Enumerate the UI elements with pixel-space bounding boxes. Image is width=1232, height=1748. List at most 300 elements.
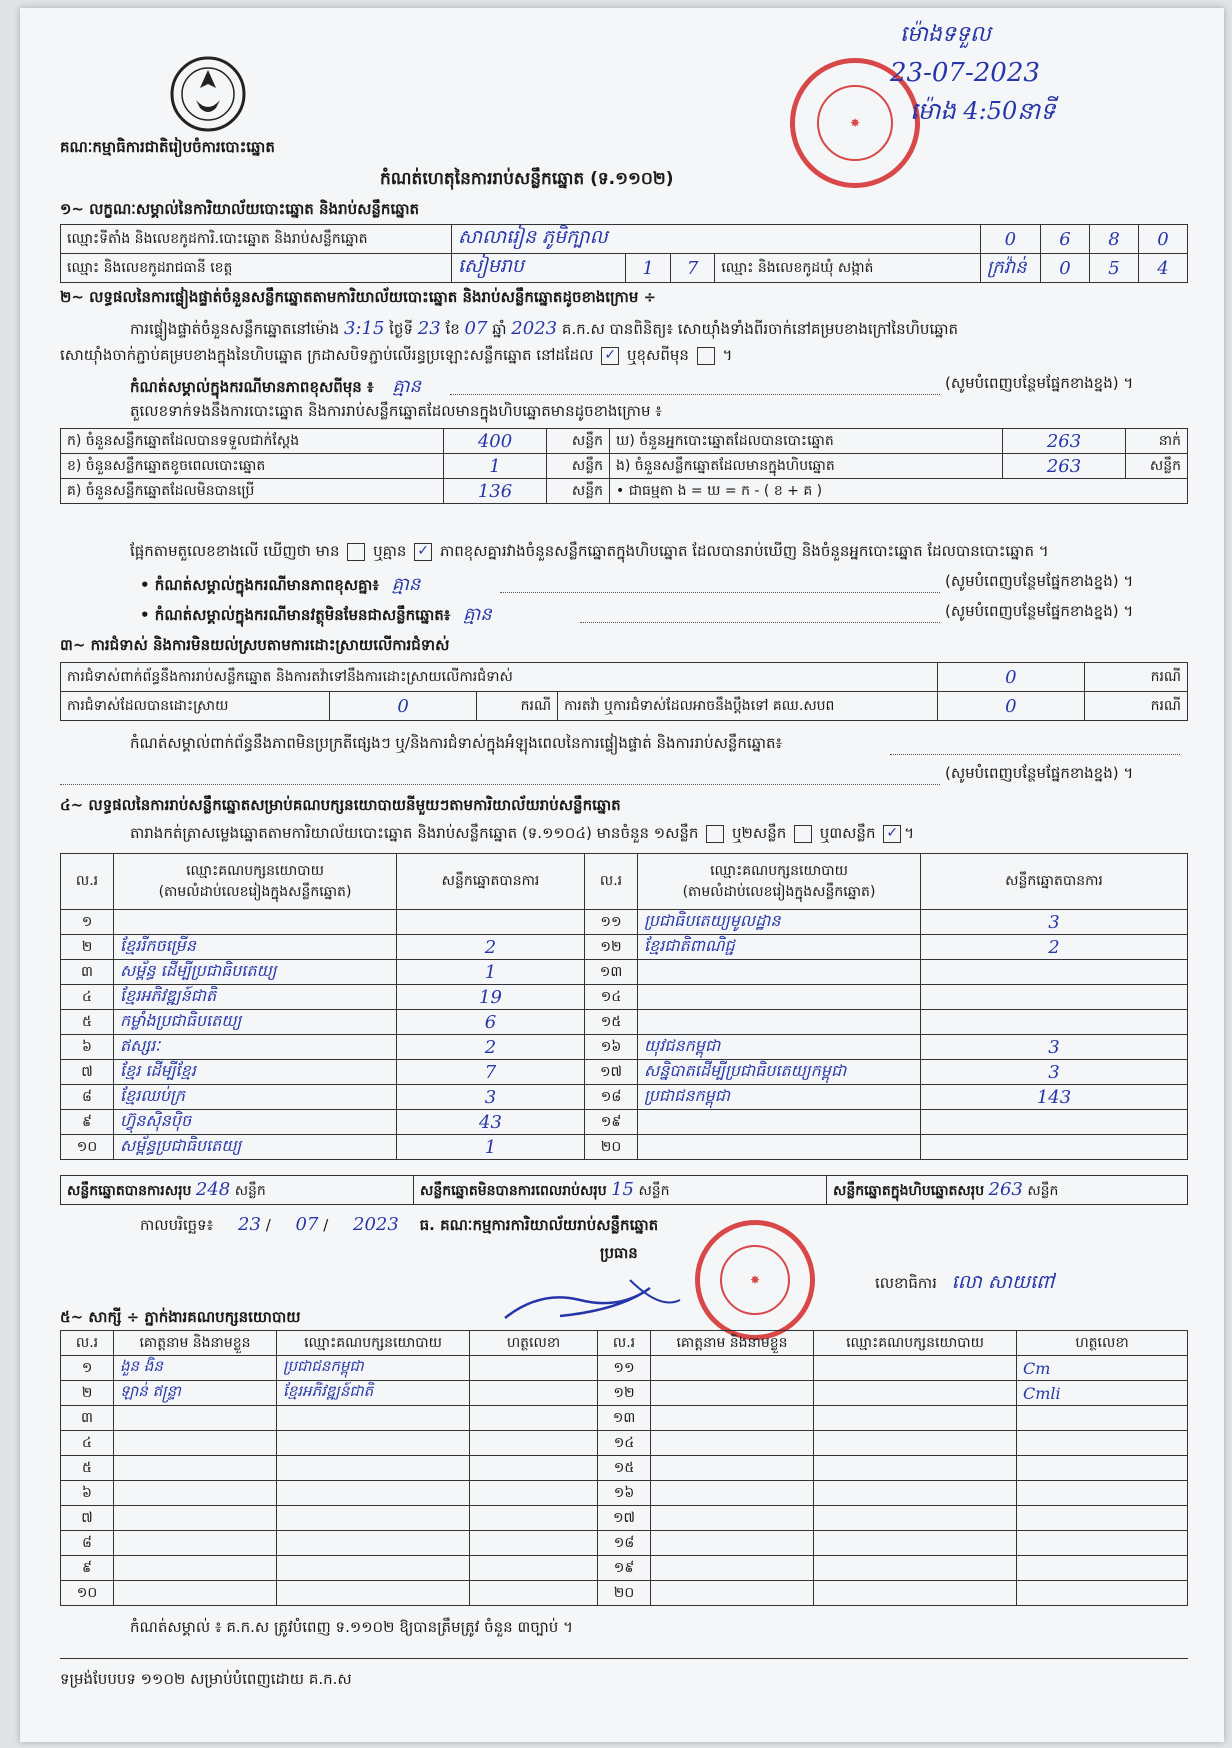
objections-table: [60, 662, 1188, 721]
witness-no: ២០: [598, 1581, 651, 1606]
witness-name: [114, 1581, 277, 1606]
results-col-no-left: ល.រ: [61, 854, 114, 910]
witness-name: [114, 1556, 277, 1581]
party-name: ខ្មែរ ដើម្បីខ្មែរ: [114, 1060, 397, 1085]
figure-d-label: ឃ) ចំនួនអ្នកបោះឆ្នោតដែលបានបោះឆ្នោត: [610, 429, 1003, 454]
witness-name: [114, 1481, 277, 1506]
party-name: កម្លាំងប្រជាធិបតេយ្យ: [114, 1010, 397, 1035]
party-name: ខ្មែរឈប់ក្រ: [114, 1085, 397, 1110]
witness-col-no-left: ល.រ: [61, 1331, 114, 1356]
witness-col-party-left: ឈ្មោះគណបក្សនយោបាយ: [277, 1331, 470, 1356]
party-no: ១៩: [585, 1110, 638, 1135]
total-box-label: សន្លឹកឆ្នោតក្នុងហិបឆ្នោតសរុប: [833, 1182, 985, 1199]
witness-party: ខ្មែរអភិវឌ្ឍន៍ជាតិ: [277, 1381, 470, 1406]
irregularity-suffix: (សូមបំពេញបន្ថែមផ្នែកខាងខ្នង) ។: [945, 764, 1134, 782]
section4-heading: ៤~ លទ្ធផលនៃការរាប់សន្លឹកឆ្នោតសម្រាប់គណបក្សនយោបាយនីមួយៗតាមការិយាល័យរាប់សន្លឹកឆ្នោត: [60, 796, 621, 814]
witness-sign: [1017, 1481, 1188, 1506]
witness-name: [114, 1506, 277, 1531]
table-row: [61, 1431, 1188, 1456]
commune-code-1: 0: [1040, 254, 1089, 283]
location-code-1: 0: [980, 225, 1040, 254]
witness-sign: [470, 1581, 598, 1606]
witness-no: ៨: [61, 1531, 114, 1556]
witness-no: ១១: [598, 1356, 651, 1381]
party-name: [638, 1110, 921, 1135]
figure-e-value: 263: [1003, 454, 1126, 479]
witness-name: [651, 1356, 814, 1381]
party-votes: [921, 960, 1188, 985]
total-valid-value: 248: [195, 1178, 231, 1200]
party-votes: 3: [921, 1035, 1188, 1060]
party-name: ឥស្សរៈ: [114, 1035, 397, 1060]
signing-date-line: កាលបរិច្ឆេទ៖ 23 / 07 / 2023 ធ. គណៈកម្មការការិយាល័យរាប់សន្លឹកឆ្នោត: [140, 1214, 659, 1235]
note2-dotline: [500, 592, 940, 593]
no-difference-checkbox[interactable]: ✓: [414, 543, 432, 561]
party-no: ៦: [61, 1035, 114, 1060]
table-row: [61, 1581, 1188, 1606]
witness-party: [277, 1456, 470, 1481]
party-results-table: [60, 853, 1188, 1160]
table-row: [61, 1035, 1188, 1060]
three-sheets-checkbox[interactable]: ✓: [883, 825, 901, 843]
party-no: ៤: [61, 985, 114, 1010]
party-votes: 1: [397, 960, 585, 985]
witness-party: [814, 1456, 1017, 1481]
figures-intro: តួលេខទាក់ទងនឹងការបោះឆ្នោត និងការរាប់សន្លឹកឆ្នោតដែលមានក្នុងហិបឆ្នោតមានដូចខាងក្រោម ៖: [130, 402, 662, 420]
results-col-party-left: [114, 854, 397, 910]
note3-label: • កំណត់សម្គាល់ក្នុងករណីមានវត្ថុមិនមែនជាសន្លឹកឆ្នោត៖: [140, 606, 451, 624]
note1-value: គ្មាន: [392, 376, 421, 397]
appeal-value: 0: [937, 692, 1084, 721]
appeal-unit: ករណី: [1085, 692, 1188, 721]
witness-party: ប្រជាជនកម្ពុជា: [277, 1356, 470, 1381]
witness-sign: [470, 1381, 598, 1406]
verification-month: 07: [464, 318, 488, 339]
party-no: ១៤: [585, 985, 638, 1010]
witness-party: [814, 1481, 1017, 1506]
witness-no: ៤: [61, 1431, 114, 1456]
section1-heading: ១~ លក្ខណៈសម្គាល់នៃការិយាល័យបោះឆ្នោត និងរាប់សន្លឹកឆ្នោត: [60, 200, 420, 218]
witness-name: [651, 1431, 814, 1456]
total-invalid-unit: សន្លឹក: [638, 1182, 670, 1199]
witness-sign: [1017, 1431, 1188, 1456]
province-value: សៀមរាប: [452, 254, 626, 283]
tally-sheet-line: តារាងកត់ត្រាសម្លេងឆ្នោតតាមការិយាល័យបោះឆ្នោត និងរាប់សន្លឹកឆ្នោត (ទ.១១០៤) មានចំនួន ១សន្លឹក ឬ២សន្លឹក ឬ៣សន្លឹក ✓ ។: [130, 824, 915, 842]
party-no: ២០: [585, 1135, 638, 1160]
party-no: ១០: [61, 1135, 114, 1160]
party-votes: 3: [921, 1060, 1188, 1085]
witness-no: ៧: [61, 1506, 114, 1531]
note3-line: [140, 602, 492, 629]
table-row: [61, 985, 1188, 1010]
nec-emblem-icon: [168, 54, 248, 134]
party-votes: 1: [397, 1135, 585, 1160]
signing-date-year: 2023: [353, 1214, 399, 1235]
one-sheet-checkbox[interactable]: [706, 825, 724, 843]
verification-text-b: ថ្ងៃទី: [389, 320, 413, 338]
witness-name: [651, 1381, 814, 1406]
witness-col-party-right: ឈ្មោះគណបក្សនយោបាយ: [814, 1331, 1017, 1356]
figure-a-unit: សន្លឹក: [547, 429, 610, 454]
footnote: កំណត់សម្គាល់ ៖ គ.ក.ស ត្រូវបំពេញ ទ.១១០២ ឱ្យបានត្រឹមត្រូវ ចំនួន ៣ច្បាប់ ។: [130, 1618, 573, 1636]
location-code-4: 0: [1138, 225, 1187, 254]
province-label: ឈ្មោះ និងលេខកូដរាជធានី ខេត្ត: [61, 254, 452, 283]
party-name: ខ្មែរជាតិពាណិជ្ជ: [638, 935, 921, 960]
two-sheets-label: ឬ២សន្លឹក: [732, 824, 787, 842]
note3-value: គ្មាន: [463, 604, 492, 625]
party-no: ១: [61, 910, 114, 935]
party-votes: 2: [921, 935, 1188, 960]
witness-name: [114, 1406, 277, 1431]
table-row: [61, 960, 1188, 985]
witness-party: [814, 1556, 1017, 1581]
total-box-cell: [827, 1176, 1188, 1205]
party-name: [638, 1135, 921, 1160]
location-table: [60, 224, 1188, 283]
province-code-2: 7: [670, 254, 714, 283]
party-name: សន្និបាតដើម្បីប្រជាធិបតេយ្យកម្ពុជា: [638, 1060, 921, 1085]
total-valid-unit: សន្លឹក: [234, 1182, 266, 1199]
witness-no: ១: [61, 1356, 114, 1381]
verification-text-d: ឆ្នាំ: [492, 320, 507, 338]
changed-checkbox[interactable]: [697, 347, 715, 365]
witness-no: ១៣: [598, 1406, 651, 1431]
received-time: ម៉ោង 4:50នាទី: [910, 97, 1056, 125]
location-value: សាលារៀន ភូមិក្បាល: [452, 225, 981, 254]
table-row: [61, 910, 1188, 935]
witness-col-name-right: គោត្តនាម និងនាមខ្លួន: [651, 1331, 814, 1356]
party-votes: [921, 1010, 1188, 1035]
table-row: [61, 935, 1188, 960]
party-name: [114, 910, 397, 935]
party-votes: 6: [397, 1010, 585, 1035]
table-row: [61, 1381, 1188, 1406]
total-box-unit: សន្លឹក: [1027, 1182, 1059, 1199]
party-votes: 7: [397, 1060, 585, 1085]
commune-value: ក្រវ៉ាន់: [980, 254, 1040, 283]
secretary-signature: លោ សាយពៅ: [951, 1271, 1055, 1293]
witness-no: ១០: [61, 1581, 114, 1606]
three-sheets-label: ឬ៣សន្លឹក: [819, 824, 876, 842]
signing-date-month: 07: [295, 1214, 319, 1235]
figure-c-unit: សន្លឹក: [547, 479, 610, 504]
figure-d-unit: នាក់: [1126, 429, 1188, 454]
witness-body: [61, 1356, 1188, 1606]
results-col-party-title-right: ឈ្មោះគណបក្សនយោបាយ: [710, 862, 848, 879]
objection-total-label: ការជំទាស់ពាក់ព័ន្ធនឹងការរាប់សន្លឹកឆ្នោត និងការតវ៉ាទៅនឹងការដោះស្រាយលើការជំទាស់: [61, 663, 938, 692]
party-no: ៣: [61, 960, 114, 985]
party-name: យុវជនកម្ពុជា: [638, 1035, 921, 1060]
seal-check-text: សោយ៉ាំងចាក់ភ្ជាប់គម្របខាងក្នុងនៃហិបឆ្នោត ក្រដាសបិទភ្ជាប់លើរន្ធប្រឡោះសន្លឹកឆ្នោត នៅដដែល: [60, 346, 594, 364]
table-row: [61, 1556, 1188, 1581]
party-votes: 2: [397, 1035, 585, 1060]
changed-option-label: ឬខុសពីមុន: [627, 346, 689, 364]
figure-c-value: 136: [444, 479, 547, 504]
witness-party: [814, 1356, 1017, 1381]
party-votes: 2: [397, 935, 585, 960]
resolved-value: 0: [330, 692, 477, 721]
witness-sign: [470, 1481, 598, 1506]
table-row: [61, 1085, 1188, 1110]
witness-party: [814, 1381, 1017, 1406]
witness-col-name-left: គោត្តនាម និងនាមខ្លួន: [114, 1331, 277, 1356]
witness-name: [651, 1481, 814, 1506]
party-name: ខ្មែររីកចម្រើន: [114, 935, 397, 960]
total-invalid-value: 15: [611, 1178, 634, 1200]
witness-party: [277, 1556, 470, 1581]
party-no: ២: [61, 935, 114, 960]
party-no: ៥: [61, 1010, 114, 1035]
table-row: [61, 1356, 1188, 1381]
seal-check-line: សោយ៉ាំងចាក់ភ្ជាប់គម្របខាងក្នុងនៃហិបឆ្នោត ក្រដាសបិទភ្ជាប់លើរន្ធប្រឡោះសន្លឹកឆ្នោត នៅដដែល ✓ ឬខុសពីមុន ។: [60, 346, 733, 364]
witness-party: [277, 1581, 470, 1606]
results-col-party-right: [638, 854, 921, 910]
figure-a-label: ក) ចំនួនសន្លឹកឆ្នោតដែលបានទទួលជាក់ស្តែង: [61, 429, 444, 454]
difference-text-b: ឬគ្មាន: [373, 542, 407, 560]
form-sheet: [20, 8, 1224, 1742]
witness-no: ១៤: [598, 1431, 651, 1456]
results-col-party-sub-left: (តាមលំដាប់លេខរៀងក្នុងសន្លឹកឆ្នោត): [158, 883, 352, 900]
party-no: ១៨: [585, 1085, 638, 1110]
witness-sign: [470, 1356, 598, 1381]
verification-day: 23: [417, 318, 441, 339]
witness-col-sign-right: ហត្ថលេខា: [1017, 1331, 1188, 1356]
figure-b-value: 1: [444, 454, 547, 479]
witness-name: [651, 1456, 814, 1481]
table-row: [61, 1481, 1188, 1506]
table-row: [61, 1406, 1188, 1431]
party-votes: [921, 985, 1188, 1010]
witness-party: [814, 1431, 1017, 1456]
irregularity-dotline-1: [890, 754, 1180, 755]
witness-party: [814, 1406, 1017, 1431]
received-date: 23-07-2023: [890, 58, 1040, 88]
note2-label: • កំណត់សម្គាល់ក្នុងករណីមានភាពខុសគ្នា៖: [140, 576, 379, 594]
objection-total-value: 0: [937, 663, 1084, 692]
resolved-label: ការជំទាស់ដែលបានដោះស្រាយ: [61, 692, 330, 721]
two-sheets-checkbox[interactable]: [794, 825, 812, 843]
official-stamp-top: ✸: [790, 58, 920, 188]
verification-text-a: ការផ្ទៀងផ្ទាត់ចំនួនសន្លឹកឆ្នោតនៅម៉ោង: [130, 320, 340, 338]
party-name: ហ៊្វុនស៊ិនប៉ិច: [114, 1110, 397, 1135]
party-no: ៨: [61, 1085, 114, 1110]
witness-party: [277, 1506, 470, 1531]
note3-dotline: [580, 622, 940, 623]
note1-dotline: [450, 394, 940, 395]
witness-name: ងួន ងិន: [114, 1356, 277, 1381]
witness-party: [814, 1581, 1017, 1606]
figure-e-label: ង) ចំនួនសន្លឹកឆ្នោតដែលមានក្នុងហិបឆ្នោត: [610, 454, 1003, 479]
table-row: [61, 1010, 1188, 1035]
tally-intro: តារាងកត់ត្រាសម្លេងឆ្នោតតាមការិយាល័យបោះឆ្នោត និងរាប់សន្លឹកឆ្នោត (ទ.១១០៤) មានចំនួន ១សន្លឹក: [130, 824, 699, 842]
chair-signature-icon: [500, 1270, 690, 1330]
table-row: [61, 1135, 1188, 1160]
difference-line: [130, 542, 1049, 564]
secretary-line: [875, 1270, 1054, 1298]
witness-name: [651, 1506, 814, 1531]
witness-col-no-right: ល.រ: [598, 1331, 651, 1356]
witness-sign: [470, 1406, 598, 1431]
footer-divider: [60, 1658, 1188, 1659]
results-col-party-title-left: ឈ្មោះគណបក្សនយោបាយ: [186, 862, 324, 879]
results-col-no-right: ល.រ: [585, 854, 638, 910]
witness-name: ឡាន់ ឥន្ទ្រា: [114, 1381, 277, 1406]
secretary-label: លេខាធិការ: [875, 1274, 937, 1292]
official-stamp-bottom: ✸: [695, 1220, 815, 1340]
location-code-3: 8: [1089, 225, 1138, 254]
results-col-votes-left: សន្លឹកឆ្នោតបានការ: [397, 854, 585, 910]
irregularity-note: កំណត់សម្គាល់ពាក់ព័ន្ធនឹងភាពមិនប្រក្រតីផ្សេងៗ ឬ/និងការជំទាស់ក្នុងអំឡុងពេលនៃការផ្ទៀងផ្ទាត់ និងការរាប់សន្លឹកឆ្នោត៖: [130, 734, 783, 752]
party-name: សម្ព័ន្ធប្រជាធិបតេយ្យ: [114, 1135, 397, 1160]
figure-d-value: 263: [1003, 429, 1126, 454]
witness-sign: Cmli: [1017, 1381, 1188, 1406]
objection-total-unit: ករណី: [1085, 663, 1188, 692]
party-votes: 43: [397, 1110, 585, 1135]
has-difference-checkbox[interactable]: [347, 543, 365, 561]
witness-name: [114, 1456, 277, 1481]
resolved-unit: ករណី: [477, 692, 558, 721]
figure-a-value: 400: [444, 429, 547, 454]
witness-sign: [470, 1431, 598, 1456]
province-code-1: 1: [626, 254, 670, 283]
witness-sign: [470, 1556, 598, 1581]
commune-code-3: 4: [1138, 254, 1187, 283]
figures-table: [60, 428, 1188, 504]
figure-e-unit: សន្លឹក: [1126, 454, 1188, 479]
verification-text-e: គ.ក.ស បានពិនិត្យ៖ សោយ៉ាំងទាំងពីរចាក់នៅគម្របខាងក្រៅនៃហិបឆ្នោត: [561, 320, 959, 338]
party-name: ប្រជាធិបតេយ្យមូលដ្ឋាន: [638, 910, 921, 935]
table-row: [61, 1506, 1188, 1531]
table-row: [61, 1456, 1188, 1481]
note2-suffix: (សូមបំពេញបន្ថែមផ្នែកខាងខ្នង) ។: [945, 572, 1134, 590]
party-name: [638, 985, 921, 1010]
witness-no: ៥: [61, 1456, 114, 1481]
table-row: [61, 1110, 1188, 1135]
witness-party: [814, 1506, 1017, 1531]
totals-table: [60, 1175, 1188, 1205]
results-col-party-sub-right: (តាមលំដាប់លេខរៀងក្នុងសន្លឹកឆ្នោត): [682, 883, 876, 900]
witness-sign: [1017, 1456, 1188, 1481]
location-label: ឈ្មោះទីតាំង និងលេខកូដការិ.បោះឆ្នោត និងរាប់សន្លឹកឆ្នោត: [61, 225, 452, 254]
witness-party: [277, 1431, 470, 1456]
note3-suffix: (សូមបំពេញបន្ថែមផ្នែកខាងខ្នង) ។: [945, 602, 1134, 620]
form-footer: ទម្រង់បែបបទ ១១០២ សម្រាប់បំពេញដោយ គ.ក.ស: [60, 1670, 352, 1688]
total-valid-label: សន្លឹកឆ្នោតបានការសរុប: [67, 1182, 192, 1199]
witness-no: ៦: [61, 1481, 114, 1506]
figure-formula: • ជាធម្មតា ង = ឃ = ក - ( ខ + គ ): [610, 479, 1188, 504]
party-name: [638, 960, 921, 985]
form-title: កំណត់ហេតុនៃការរាប់សន្លឹកឆ្នោត (ទ.១១០២): [380, 169, 674, 189]
party-votes: 3: [397, 1085, 585, 1110]
note2-value: គ្មាន: [391, 574, 421, 595]
witness-no: ១៧: [598, 1506, 651, 1531]
unchanged-checkbox[interactable]: ✓: [601, 347, 619, 365]
party-no: ៩: [61, 1110, 114, 1135]
witness-name: [114, 1531, 277, 1556]
total-invalid-cell: [414, 1176, 827, 1205]
figure-c-label: គ) ចំនួនសន្លឹកឆ្នោតដែលមិនបានប្រើ: [61, 479, 444, 504]
witness-sign: [470, 1456, 598, 1481]
signing-date-day: 23: [238, 1214, 261, 1235]
party-no: ១៥: [585, 1010, 638, 1035]
table-row: [61, 1060, 1188, 1085]
figure-b-label: ខ) ចំនួនសន្លឹកឆ្នោតខូចពេលបោះឆ្នោត: [61, 454, 444, 479]
difference-text-a: ផ្អែកតាមតួលេខខាងលើ ឃើញថា មាន: [130, 542, 340, 560]
difference-text-c: ភាពខុសគ្នារវាងចំនួនសន្លឹកឆ្នោតក្នុងហិបឆ្នោត ដែលបានរាប់ឃើញ និងចំនួនអ្នកបោះឆ្នោត ដែលបានបោះឆ្នោត ។: [439, 542, 1049, 560]
party-results-body: [61, 910, 1188, 1160]
witness-no: ៩: [61, 1556, 114, 1581]
party-no: ១២: [585, 935, 638, 960]
witness-sign: [1017, 1406, 1188, 1431]
witness-no: ១៥: [598, 1456, 651, 1481]
party-votes: [921, 1135, 1188, 1160]
party-votes: 19: [397, 985, 585, 1010]
commune-label: ឈ្មោះ និងលេខកូដឃុំ សង្កាត់: [715, 254, 981, 283]
section3-heading: ៣~ ការជំទាស់ និងការមិនយល់ស្របតាមការដោះស្រាយលើការជំទាស់: [60, 636, 450, 654]
section2-heading: ២~ លទ្ធផលនៃការផ្ទៀងផ្ទាត់ចំនួនសន្លឹកឆ្នោតតាមការិយាល័យបោះឆ្នោត និងរាប់សន្លឹកឆ្នោតដូចខាងក្រោម ÷: [60, 288, 657, 306]
witness-sign: [470, 1506, 598, 1531]
figure-b-unit: សន្លឹក: [547, 454, 610, 479]
witness-sign: [470, 1531, 598, 1556]
verification-text-c: ខែ: [445, 320, 460, 338]
signing-date-label: កាលបរិច្ឆេទ៖: [140, 1216, 214, 1234]
party-votes: [397, 910, 585, 935]
party-name: ខ្មែរអភិវឌ្ឍន៍ជាតិ: [114, 985, 397, 1010]
party-no: ១៧: [585, 1060, 638, 1085]
commission-name: គណៈកម្មាធិការជាតិរៀបចំការបោះឆ្នោត: [60, 138, 275, 156]
witness-party: [814, 1531, 1017, 1556]
verification-line: [130, 318, 958, 342]
total-valid-cell: [61, 1176, 414, 1205]
total-invalid-label: សន្លឹកឆ្នោតមិនបានការពេលរាប់សរុប: [420, 1182, 607, 1199]
note1-suffix: (សូមបំពេញបន្ថែមផ្នែកខាងខ្នង) ។: [945, 374, 1134, 392]
witness-sign: Cm: [1017, 1356, 1188, 1381]
witness-no: ១២: [598, 1381, 651, 1406]
witness-name: [651, 1531, 814, 1556]
chair-label: ប្រធាន: [600, 1244, 638, 1262]
party-votes: [921, 1110, 1188, 1135]
witness-name: [651, 1581, 814, 1606]
note2-line: [140, 572, 420, 599]
section5-heading: ៥~ សាក្សី ÷ ភ្នាក់ងារគណបក្សនយោបាយ: [60, 1308, 301, 1326]
party-name: ប្រជាជនកម្ពុជា: [638, 1085, 921, 1110]
total-box-value: 263: [988, 1178, 1023, 1200]
party-no: ៧: [61, 1060, 114, 1085]
committee-label: ធ. គណៈកម្មការការិយាល័យរាប់សន្លឹកឆ្នោត: [419, 1216, 659, 1234]
received-note: ម៉ោងទទួល: [900, 22, 991, 47]
witness-col-sign-left: ហត្ថលេខា: [470, 1331, 598, 1356]
witness-party: [277, 1531, 470, 1556]
commune-code-2: 5: [1089, 254, 1138, 283]
witness-table: [60, 1330, 1188, 1606]
witness-no: ៣: [61, 1406, 114, 1431]
witness-name: [651, 1406, 814, 1431]
note1-label: កំណត់សម្គាល់ក្នុងករណីមានភាពខុសពីមុន ៖: [130, 378, 374, 396]
location-code-2: 6: [1040, 225, 1089, 254]
witness-no: ១៦: [598, 1481, 651, 1506]
party-name: [638, 1010, 921, 1035]
witness-name: [114, 1431, 277, 1456]
appeal-label: ការតវ៉ា ឬការជំទាស់ដែលអាចនឹងប្តឹងទៅ គឈ.សបព: [558, 692, 938, 721]
party-votes: 143: [921, 1085, 1188, 1110]
witness-sign: [1017, 1531, 1188, 1556]
table-row: [61, 1531, 1188, 1556]
witness-no: ១៩: [598, 1556, 651, 1581]
witness-no: ១៨: [598, 1531, 651, 1556]
witness-sign: [1017, 1556, 1188, 1581]
results-col-votes-right: សន្លឹកឆ្នោតបានការ: [921, 854, 1188, 910]
party-no: ១៣: [585, 960, 638, 985]
